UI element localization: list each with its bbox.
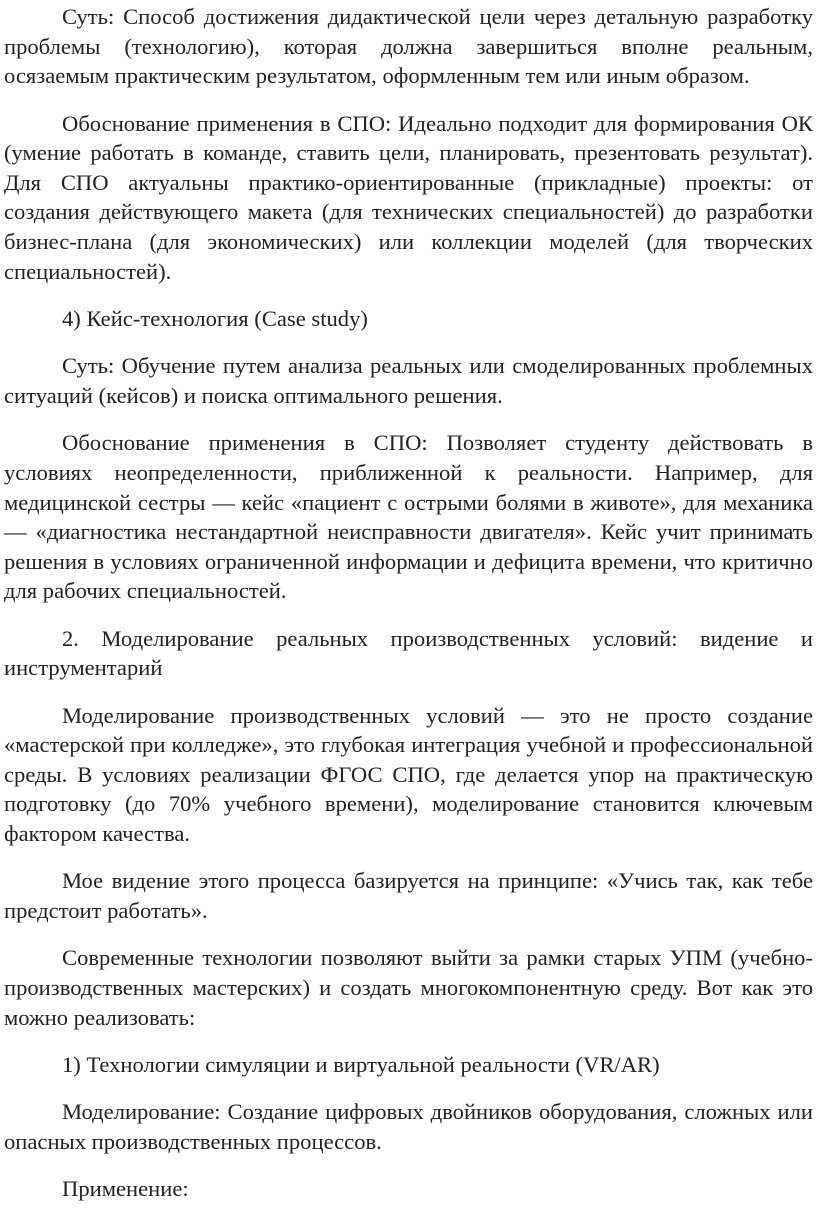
paragraph-case-essence: Суть: Обучение путем анализа реальных или смоделированных проблемных ситуаций (кейсов) и поиска оптимального решения. (4, 353, 813, 408)
paragraph-modern-tech: Современные технологии позволяют выйти за рамки старых УПМ (учебно-производственных мастерских) и создать многокомпонентную среду. Вот как это можно реализовать: (4, 945, 813, 1030)
paragraph-case-rationale: Обоснование применения в СПО: Позволяет студенту действовать в условиях неопределенности, приближенной к реальности. Например, для медицинской сестры — кейс «пациент с острыми болями в животе», для механика — «диагностика нестандартной неисправности двигателя». Кейс учит принимать решения в условиях ограниченной информации и дефицита времени, что критично для рабочих специальностей. (4, 430, 813, 604)
heading-vr-ar: 1) Технологии симуляции и виртуальной реальности (VR/AR) (62, 1051, 660, 1077)
paragraph-modeling-intro: Моделирование производственных условий — это не просто создание «мастерской при колледже», это глубокая интеграция учебной и профессиональной среды. В условиях реализации ФГОС СПО, где делается упор на практическую подготовку (до 70% учебного времени), моделирование становится ключевым фактором качества. (4, 702, 813, 847)
heading-case-technology: 4) Кейс-технология (Case study) (62, 305, 368, 331)
heading-modeling-conditions: 2. Моделирование реальных производственных условий: видение и инструментарий (4, 625, 813, 681)
paragraph-vr-modeling: Моделирование: Создание цифровых двойников оборудования, сложных или опасных производственных процессов. (4, 1099, 813, 1154)
paragraph-project-rationale: Обоснование применения в СПО: Идеально подходит для формирования ОК (умение работать в команде, ставить цели, планировать, презентовать результат). Для СПО актуальны практико-ориентированные (прикладные) проекты: от создания действующего макета (для технических специальностей) до разработки бизнес-плана (для экономических) или коллекции моделей (для творческих специальностей). (4, 110, 813, 284)
paragraph-application-label: Применение: (62, 1176, 189, 1202)
paragraph-vision: Мое видение этого процесса базируется на принципе: «Учись так, как тебе предстоит работать». (4, 868, 813, 924)
paragraph-project-essence: Суть: Способ достижения дидактической цели через детальную разработку проблемы (технологию), которая должна завершиться вполне реальным, осязаемым практическим результатом, оформленным тем или иным образом. (4, 4, 813, 89)
